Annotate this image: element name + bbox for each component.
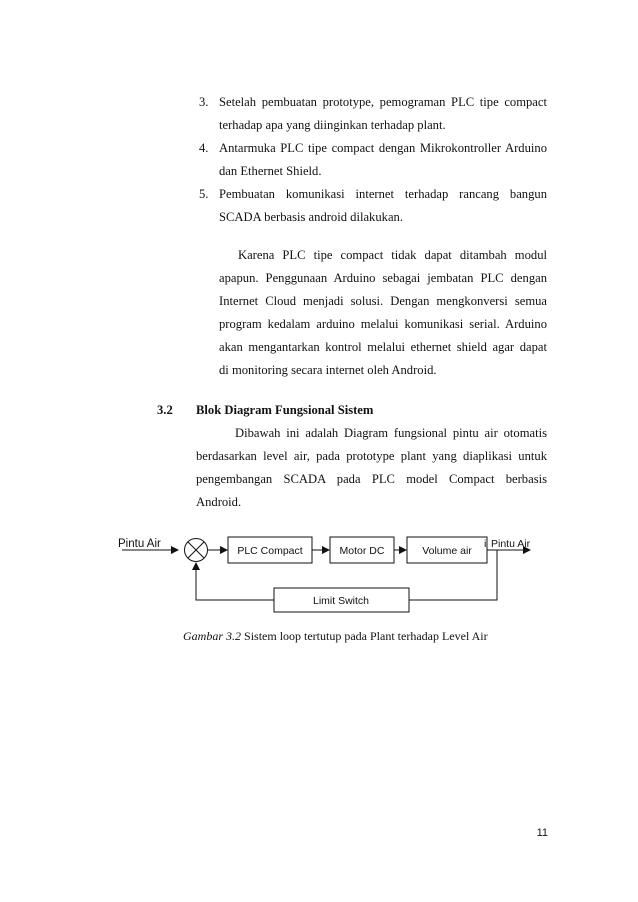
list-number-5: 5. (199, 187, 209, 201)
paragraph-1-line-4: program kedalam arduino melalui komunikasi serial. Arduino (219, 317, 547, 331)
plc-compact-label: PLC Compact (237, 545, 303, 557)
list-item-5-line-1: Pembuatan komunikasi internet terhadap rancang bangun (219, 187, 547, 201)
paragraph-1-line-5: akan mengantarkan kontrol melalui ethernet shield agar dapat (219, 340, 547, 354)
limit-switch-label: Limit Switch (312, 595, 370, 607)
section-title: Blok Diagram Fungsional Sistem (196, 403, 374, 417)
list-item-4-line-1: Antarmuka PLC tipe compact dengan Mikrokontroller Arduino (219, 141, 547, 155)
paragraph-2-line-1: Dibawah ini adalah Diagram fungsional pintu air otomatis (235, 426, 547, 440)
list-item-3-line-2: terhadap apa yang diinginkan terhadap plant. (219, 118, 446, 132)
list-item-4-line-2: dan Ethernet Shield. (219, 164, 322, 178)
paragraph-1-line-1: Karena PLC tipe compact tidak dapat ditambah modul (238, 248, 547, 262)
paragraph-2-line-3: pengembangan SCADA pada PLC model Compact berbasis (196, 472, 547, 486)
paragraph-2-line-4: Android. (196, 495, 242, 509)
list-item-5-line-2: SCADA berbasis android dilakukan. (219, 210, 403, 224)
volume-air-label: Volume air (422, 545, 472, 557)
paragraph-1-line-3: Internet Cloud menjadi solusi. Dengan mengkonversi semua (219, 294, 547, 308)
section-number: 3.2 (157, 403, 173, 417)
paragraph-1-line-6: di monitoring secara internet oleh Android. (219, 363, 437, 377)
list-number-3: 3. (199, 95, 209, 109)
summing-junction (185, 539, 208, 562)
list-item-3-line-1: Setelah pembuatan prototype, pemograman PLC tipe compact (219, 95, 547, 109)
list-number-4: 4. (199, 141, 209, 155)
output-label: Pintu Air (491, 538, 531, 550)
figure-caption-text: Sistem loop tertutup pada Plant terhadap Level Air (241, 629, 488, 643)
output-prefix: i (484, 538, 487, 550)
input-label: Pintu Air (118, 538, 161, 550)
feedback-line-left (196, 563, 274, 600)
page-number: 11 (536, 827, 548, 839)
paragraph-1-line-2: apapun. Penggunaan Arduino sebagai jembatan PLC dengan (219, 271, 547, 285)
paragraph-2-line-2: berdasarkan level air, pada prototype plant yang diaplikasi untuk (196, 449, 547, 463)
figure-caption (183, 628, 488, 644)
figure-caption-label: Gambar 3.2 (183, 629, 242, 643)
motor-dc-label: Motor DC (339, 545, 385, 557)
